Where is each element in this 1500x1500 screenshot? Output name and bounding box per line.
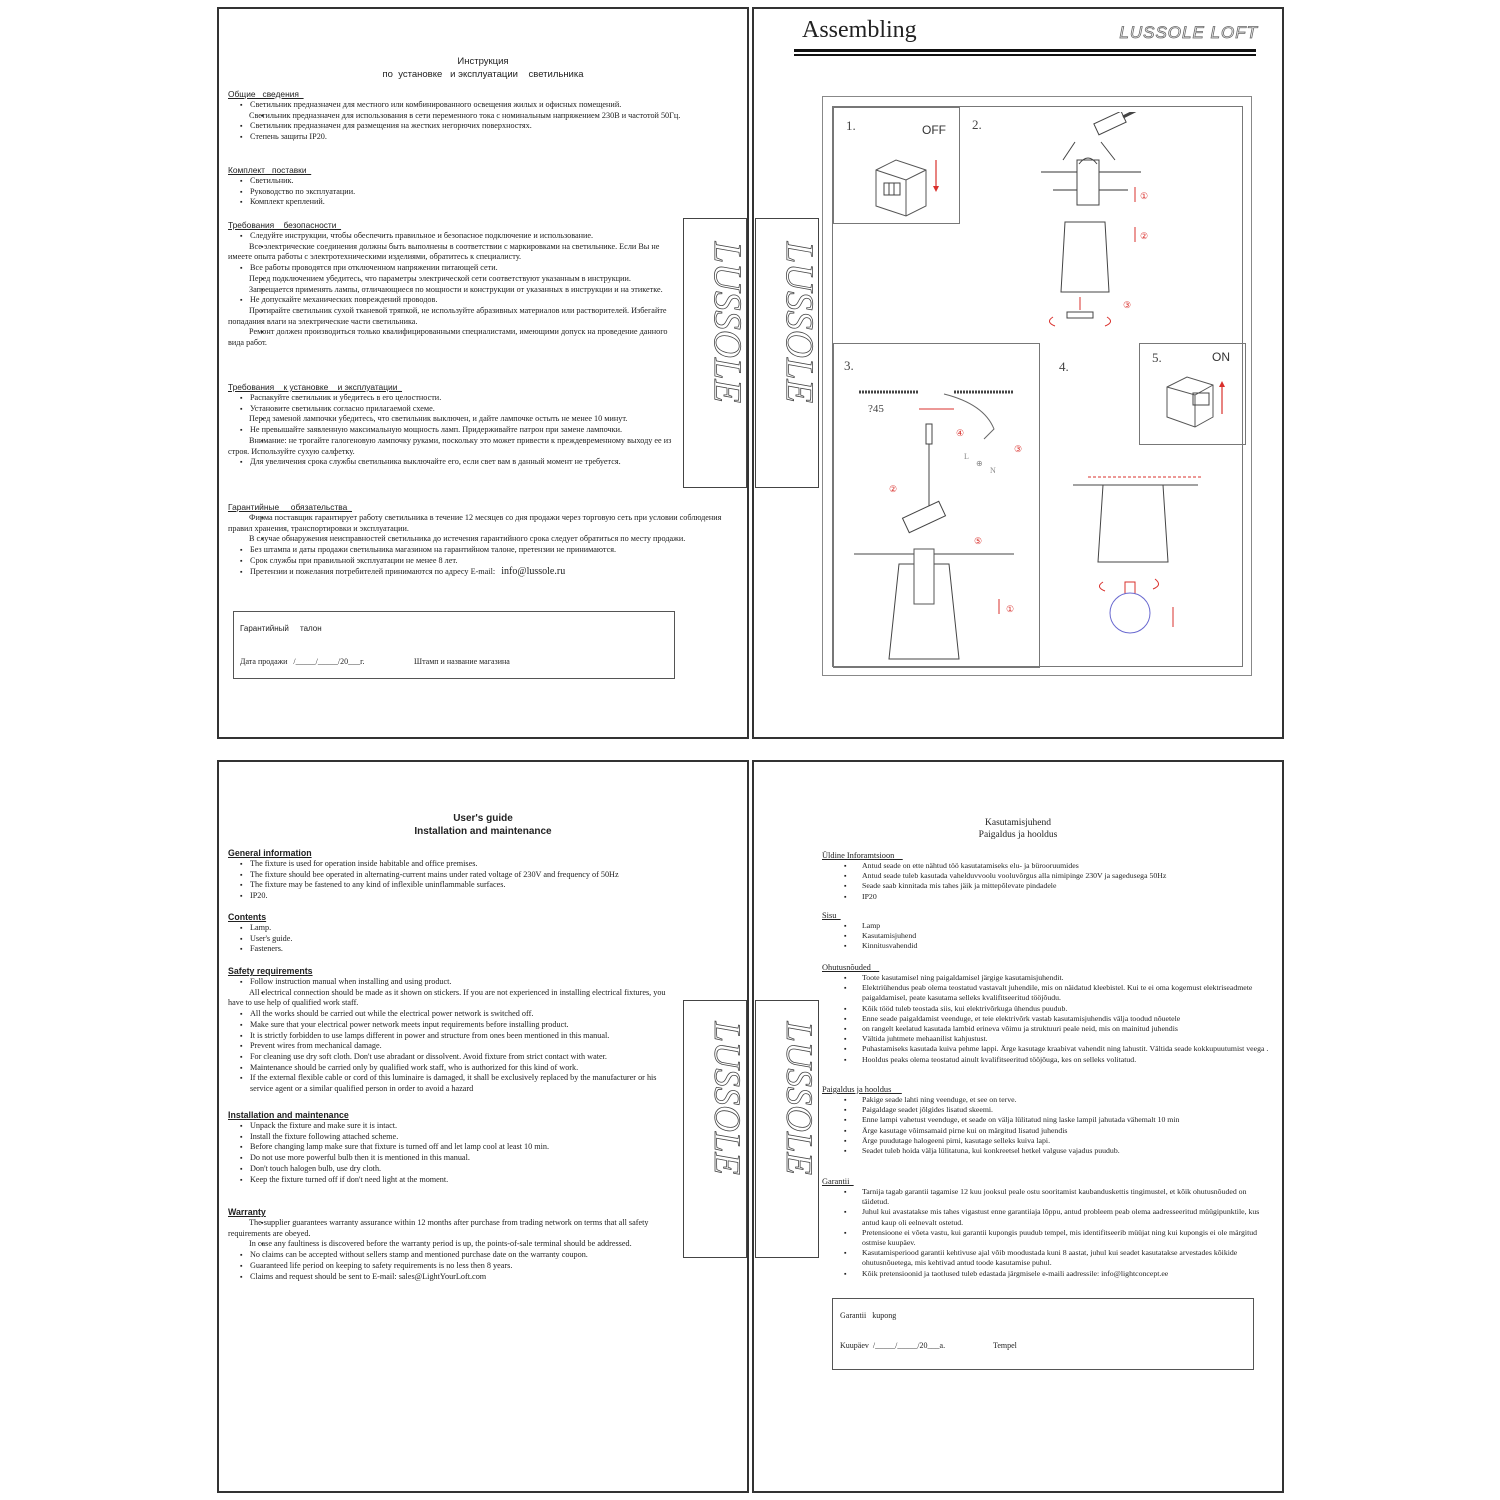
list-item: ▪ Kinnitusvahendid: [822, 941, 1274, 951]
list-item: ▪ Запрещается применять лампы, отличающиеся по мощности и конструкции от указанных в инструкции и на этикетке.: [228, 285, 677, 296]
wire-label-l: L: [964, 452, 969, 461]
list-item: ▪ Follow instruction manual when installing and using product.: [228, 977, 677, 988]
list-item: ▪ Ремонт должен производиться только квалифицированными специалистами, имеющими допуск на проведение данного вида работ.: [228, 327, 677, 348]
list-item: [228, 567, 739, 578]
list-item: ▪ Maintenance should be carried only by qualified work staff, who is authorized for this kind of work.: [228, 1063, 677, 1074]
list-item: ▪ Keep the fixture turned off if don't need light at the moment.: [228, 1175, 677, 1186]
list-item: ▪ Pretensioone ei võeta vastu, kui garantii kupongis puudub tempel, mis identifitseerib müüjat ning kui kupongis ei ole märgitud ostmise kuupäev.: [822, 1228, 1274, 1248]
list-item: ▪ Срок службы при правильной эксплуатации не менее 8 лет.: [228, 556, 739, 567]
list-item: ▪ Ärge puudutage halogeeni pirni, kasutage selleks kuiva lapi.: [822, 1136, 1274, 1146]
list-item: ▪ Без штампа и даты продажи светильника магазином на гарантийном талоне, претензии не принимаются.: [228, 545, 739, 556]
marker-1: ①: [1140, 191, 1149, 201]
lussole-logo-icon: [684, 219, 746, 487]
step-number: 1.: [846, 118, 856, 133]
step-number: 3.: [844, 358, 854, 373]
list-item: ▪ Все электрические соединения должны быть выполнены в соответствии с маркировками на светильнике. Если Вы не имеете опыта работы с электротехническими изделиями, обратитесь к специалисту.: [228, 242, 677, 263]
list-item: ▪ Kasutamisperiood garantii kehtivuse ajal võib moodustada kuni 8 aastat, juhul kui seadet kasutatakse arvestades kõikide ohutusnõuetega, mis kehtivad antud toode kasutamise puhul.: [822, 1248, 1274, 1268]
list-item: ▪ Seadet tuleb hoida välja lülitatuna, kui konkreetsel hetkel valguse vajadus puudub.: [822, 1146, 1274, 1156]
et-section-contents: [822, 910, 1274, 952]
et-title: [754, 817, 1282, 841]
page-estonian-guide: [752, 760, 1284, 1493]
cutout-dimension: ?45: [868, 403, 884, 415]
list-item: ▪ Перед подключением убедитесь, что параметры электрической сети соответствуют указанным в инструкции.: [228, 274, 677, 285]
list-item: ▪ Комплект креплений.: [228, 197, 739, 208]
switch-on-label: ON: [1212, 350, 1230, 364]
lussole-logo-strip-left-lower: [683, 1000, 747, 1258]
en-section-installation: [228, 1110, 677, 1185]
marker-2: ②: [889, 484, 898, 494]
list-item: ▪ The supplier guarantees warranty assurance within 12 months after purchase from trading network on terms that all safety requirements are obeyed.: [228, 1218, 677, 1239]
marker-3: ③: [1123, 300, 1132, 310]
ru-section-safety: [228, 220, 677, 349]
svg-text:LUSSOLE: LUSSOLE: [778, 241, 818, 404]
list-item: ▪ The fixture is used for operation inside habitable and office premises.: [228, 859, 739, 870]
list-item: ▪ Prevent wires from mechanical damage.: [228, 1041, 677, 1052]
svg-text:LUSSOLE: LUSSOLE: [707, 1021, 746, 1175]
section-heading: Warranty: [228, 1207, 266, 1217]
list-item: ▪ Ärge kasutage võimsamaid pirne kui on märgitud lisatud juhendis: [822, 1126, 1274, 1136]
list-item: ▪ Antud seade on ette nähtud töö kasutatamiseks elu- ja bürooruumides: [822, 861, 1274, 871]
coupon-date-field[interactable]: Kuupäev /_____/_____/20___a.: [840, 1341, 946, 1350]
svg-text:LUSSOLE: LUSSOLE: [779, 1021, 818, 1175]
list-item: ▪ Claims and request should be sent to E-mail: sales@LightYourLoft.com: [228, 1272, 677, 1283]
marker-4: ④: [956, 428, 965, 438]
section-heading: Sisu: [822, 911, 841, 920]
et-title-line2: Paigaldus ja hooldus: [978, 830, 1058, 840]
list-item: ▪ Antud seade tuleb kasutada vahelduvvoolu vooluvõrgus alla nimipinge 230V ja sagedusega 50Hz: [822, 871, 1274, 881]
list-item: ▪ Lamp: [822, 921, 1274, 931]
brand-logo: LUSSOLE LOFT: [1119, 23, 1258, 42]
step-number: 2.: [972, 117, 982, 132]
coupon-title: Гарантийный талон: [240, 624, 322, 633]
section-heading: General information: [228, 848, 312, 858]
ru-title-line1: Инструкция: [457, 56, 509, 67]
ru-section-warranty: [228, 502, 739, 577]
marker-1: ①: [1006, 604, 1015, 614]
lussole-logo-icon: [684, 1001, 746, 1257]
email-link[interactable]: info@lussole.ru: [501, 565, 566, 577]
list-item: ▪ Fasteners.: [228, 944, 739, 955]
list-item: ▪ Руководство по эксплуатации.: [228, 187, 739, 198]
list-item: ▪ For cleaning use dry soft cloth. Don't use abradant or dissolvent. Avoid fixture from strict contact with water.: [228, 1052, 677, 1063]
list-item: ▪ Paigaldage seadet jõlgides lisatud skeemi.: [822, 1105, 1274, 1115]
list-item: ▪ Before changing lamp make sure that fixture is turned off and let lamp cool at least 10 min.: [228, 1142, 677, 1153]
list-item: ▪ Протирайте светильник сухой тканевой тряпкой, не используйте абразивных материалов или растворителей. Избегайте попадания влаги на электрические части светильника.: [228, 306, 677, 327]
diagram-frame: [832, 106, 1243, 667]
marker-5: ⑤: [974, 536, 983, 546]
list-item: ▪ Tarnija tagab garantii tagamise 12 kuu jooksul peale ostu sooritamist kaubanduskettis tingimustel, et kõik ohutusnõuded on täidetud.: [822, 1187, 1274, 1207]
svg-text:LUSSOLE: LUSSOLE: [706, 241, 746, 404]
section-heading: Installation and maintenance: [228, 1110, 349, 1120]
et-title-line1: Kasutamisjuhend: [985, 818, 1051, 828]
et-section-installation: [822, 1084, 1274, 1156]
list-item: ▪ Все работы проводятся при отключенном напряжении питающей сети.: [228, 263, 677, 274]
page-assembling: [752, 7, 1284, 739]
list-item: ▪ Don't touch halogen bulb, use dry cloth.: [228, 1164, 677, 1175]
section-heading: Ohutusnõuded: [822, 963, 880, 972]
list-item: ▪ Не превышайте заявленную максимальную мощность ламп. Придерживайте патрон при замене лампочки.: [228, 425, 677, 436]
section-heading: Garantii: [822, 1177, 854, 1186]
list-item: ▪ Pakige seade lahti ning veenduge, et see on terve.: [822, 1095, 1274, 1105]
ru-title-line2: по установке и эксплуатации светильника: [382, 69, 584, 80]
lussole-logo-strip-right-lower: [755, 1000, 819, 1258]
assembly-diagram: [822, 96, 1252, 676]
list-item: ▪ IP20.: [228, 891, 739, 902]
list-item: ▪ The fixture should bee operated in alternating-current mains under rated voltage of 230V and frequency of 50Hz: [228, 870, 739, 881]
list-item: ▪ Lamp.: [228, 923, 739, 934]
step-1-cell: [833, 107, 960, 224]
list-item: ▪ Светильник предназначен для размещения на жестких негорючих поверхностях.: [228, 121, 739, 132]
list-item: ▪ Puhastamiseks kasutada kuiva pehme lappi. Ärge kasutage kraabivat vahendit ning lahustit. Vältida seade kokkupuutumist veega .: [822, 1044, 1274, 1054]
wire-label-n: N: [990, 466, 996, 475]
list-item: ▪ Внимание: не трогайте галогеновую лампочку руками, поскольку это может привести к преждевременному выходу ее из строя. Используйте сухую салфетку.: [228, 436, 677, 457]
lussole-logo-strip-left: [683, 218, 747, 488]
section-heading: Требования к установке и эксплуатации: [228, 382, 403, 392]
coupon-date-field[interactable]: Дата продажи /_____/_____/20___г.: [240, 657, 365, 666]
step-number: 5.: [1152, 350, 1162, 365]
ru-title: [219, 55, 747, 81]
coupon-title: Garantii kupong: [840, 1311, 897, 1320]
ru-warranty-coupon: [233, 611, 675, 679]
et-section-warranty: [822, 1176, 1274, 1279]
list-item: ▪ User's guide.: [228, 934, 739, 945]
list-item: ▪ IP20: [822, 892, 1274, 902]
step-3-cell: [833, 343, 1040, 668]
list-item: ▪ on rangelt keelatud kasutada lambid erineva võimu ja struktuuri peale neid, mis on mainitud juhendis: [822, 1024, 1274, 1034]
list-item: ▪ Toote kasutamisel ning paigaldamisel järgige kasutamisjuhendit.: [822, 973, 1274, 983]
marker-3: ③: [1014, 444, 1023, 454]
list-item: ▪ Do not use more powerful bulb then it is mentioned in this manual.: [228, 1153, 677, 1164]
section-heading: Требования безопасности: [228, 220, 342, 230]
en-title: [219, 812, 747, 838]
lussole-logo-strip-right: [755, 218, 819, 488]
list-item: ▪ Для увеличения срока службы светильника выключайте его, если свет вам в данный момент не требуется.: [228, 457, 677, 468]
list-item: ▪ If the external flexible cable or cord of this luminaire is damaged, it shall be exclusively replaced by the manufacturer or his service agent or a similar qualified person in order to avoid a hazard: [228, 1073, 677, 1094]
list-item: ▪ Перед заменой лампочки убедитесь, что светильник выключен, и дайте лампочке остыть не менее 10 минут.: [228, 414, 677, 425]
list-item: ▪ The fixture may be fastened to any kind of inflexible uninflammable surfaces.: [228, 880, 739, 891]
step-5-cell: [1139, 343, 1246, 445]
list-item: ▪ Install the fixture following attached scheme.: [228, 1132, 677, 1143]
list-item: ▪ Enne lampi vahetust veenduge, et seade on välja lülitatud ning laske lampil jahutada vähemalt 10 min: [822, 1115, 1274, 1125]
title-rule-thin: [794, 54, 1256, 56]
list-item: ▪ Установите светильник согласно прилагаемой схеме.: [228, 404, 677, 415]
list-item: ▪ Следуйте инструкции, чтобы обеспечить правильное и безопасное подключение и использование.: [228, 231, 677, 242]
list-item: ▪ Kõik pretensioonid ja taotlused tuleb edastada järgmisele e-maili aadressile: info@lightconcept.ee: [822, 1269, 1274, 1279]
list-item: ▪ Elektriühendus peab olema teostatud vastavalt juhendile, mis on näidatud kleebistel. Kui te ei oma kogemust elektriseadmete paigaldamisel, peate kasutama selleks kvalifitseeritud tööjõudu.: [822, 983, 1274, 1003]
step-3-illustration: [844, 374, 1034, 664]
lussole-logo-icon: [756, 219, 818, 487]
list-item: ▪ Guaranteed life period on keeping to safety requirements is no less then 8 years.: [228, 1261, 677, 1272]
list-item: ▪ Фирма поставщик гарантирует работу светильника в течение 12 месяцев со дня продажи через торговую сеть при условии соблюдения правил хранения, транспортировки и эксплуатации.: [228, 513, 739, 534]
list-item: ▪ Juhul kui avastatakse mis tahes vigastust enne garantiiaja lõppu, antud probleem peab olema aadresseeritud müügipunktile, kus antud kaup oli eelnevalt ostetud.: [822, 1207, 1274, 1227]
list-item: ▪ Enne seade paigaldamist veenduge, et teie elektrivõrk vastab kasutamisjuhendis välja toodud nõuetele: [822, 1014, 1274, 1024]
step-4-illustration: [1073, 467, 1243, 667]
title-rule: [794, 49, 1256, 52]
list-item: ▪ Светильник предназначен для использования в сети переменного тока с номинальным напряжением 230В и частотой 50Гц.: [228, 111, 739, 122]
section-heading: Paigaldus ja hooldus: [822, 1085, 902, 1094]
assembling-title: Assembling: [802, 17, 917, 43]
en-section-safety: [228, 966, 677, 1095]
list-item: ▪ All the works should be carried out while the electrical power network is switched off.: [228, 1009, 677, 1020]
list-item: ▪ It is strictly forbidden to use lamps different in power and structure from ones been mentioned in this manual.: [228, 1031, 677, 1042]
list-item: ▪ В случае обнаружения неисправностей светильника до истечения гарантийного срока следует обратиться по месту продажи.: [228, 534, 739, 545]
switch-box-off-icon: [864, 148, 954, 218]
section-heading: Safety requirements: [228, 966, 313, 976]
list-item: ▪ Светильник.: [228, 176, 739, 187]
list-item: ▪ Make sure that your electrical power network meets input requirements before installing product.: [228, 1020, 677, 1031]
en-title-line2: Installation and maintenance: [414, 826, 552, 837]
en-section-contents: [228, 912, 739, 955]
list-item: ▪ Hooldus peaks olema teostatud ainult kvalifitseeritud tööjõuga, kes on selleks volitatud.: [822, 1055, 1274, 1065]
section-heading: Комплект поставки: [228, 165, 312, 175]
et-section-safety: [822, 962, 1274, 1065]
step-number: 4.: [1059, 359, 1069, 374]
page-english-guide: [217, 760, 749, 1493]
list-item: ▪ No claims can be accepted without sellers stamp and mentioned purchase date on the warranty coupon.: [228, 1250, 677, 1261]
list-item: ▪ In case any faultiness is discovered before the warranty period is up, the points-of-sale terminal should be addressed.: [228, 1239, 677, 1250]
page-russian-instructions: [217, 7, 749, 739]
list-item: ▪ Kasutamisjuhend: [822, 931, 1274, 941]
list-item: ▪ Светильник предназначен для местного или комбинированного освещения жилых и офисных помещений.: [228, 100, 739, 111]
section-heading: Contents: [228, 912, 267, 922]
email-label: Претензии и пожелания потребителей принимаются по адресу E-mail:: [250, 566, 502, 576]
section-heading: Общие сведения: [228, 89, 304, 99]
et-section-general: [822, 850, 1274, 902]
list-item: ▪ Vältida juhtmete mehaanilist kahjustust.: [822, 1034, 1274, 1044]
marker-2: ②: [1140, 231, 1149, 241]
wire-label-ground: ⊕: [976, 459, 983, 468]
ru-section-contents: [228, 165, 739, 208]
en-section-general: [228, 848, 739, 902]
ru-section-general: [228, 89, 739, 143]
list-item: ▪ Не допускайте механических повреждений проводов.: [228, 295, 677, 306]
ru-section-installation: [228, 382, 677, 468]
en-section-warranty: [228, 1207, 677, 1282]
en-title-line1: User's guide: [453, 813, 513, 824]
list-item: ▪ Kõik tööd tuleb teostada siis, kui elektrivõrkuga ühendus puudub.: [822, 1004, 1274, 1014]
coupon-stamp-label: Штамп и название магазина: [414, 657, 510, 666]
lussole-logo-icon: [756, 1001, 818, 1257]
section-heading: Üldine Inforamtsioon: [822, 851, 903, 860]
switch-off-label: OFF: [922, 123, 946, 137]
list-item: ▪ Распакуйте светильник и убедитесь в его целостности.: [228, 393, 677, 404]
switch-box-on-icon: [1155, 369, 1245, 444]
section-heading: Гарантийные обязательства: [228, 502, 352, 512]
coupon-stamp-label: Tempel: [993, 1341, 1017, 1350]
list-item: ▪ Seade saab kinnitada mis tahes jäik ja mittepõlevate pindadele: [822, 881, 1274, 891]
list-item: ▪ Степень защиты IP20.: [228, 132, 739, 143]
step-2-illustration: [1023, 112, 1263, 342]
et-warranty-coupon: [832, 1298, 1254, 1370]
list-item: ▪ All electrical connection should be made as it shown on stickers. If you are not experienced in installing electrical fixtures, you have to use help of qualified work staff.: [228, 988, 677, 1009]
list-item: ▪ Unpack the fixture and make sure it is intact.: [228, 1121, 677, 1132]
